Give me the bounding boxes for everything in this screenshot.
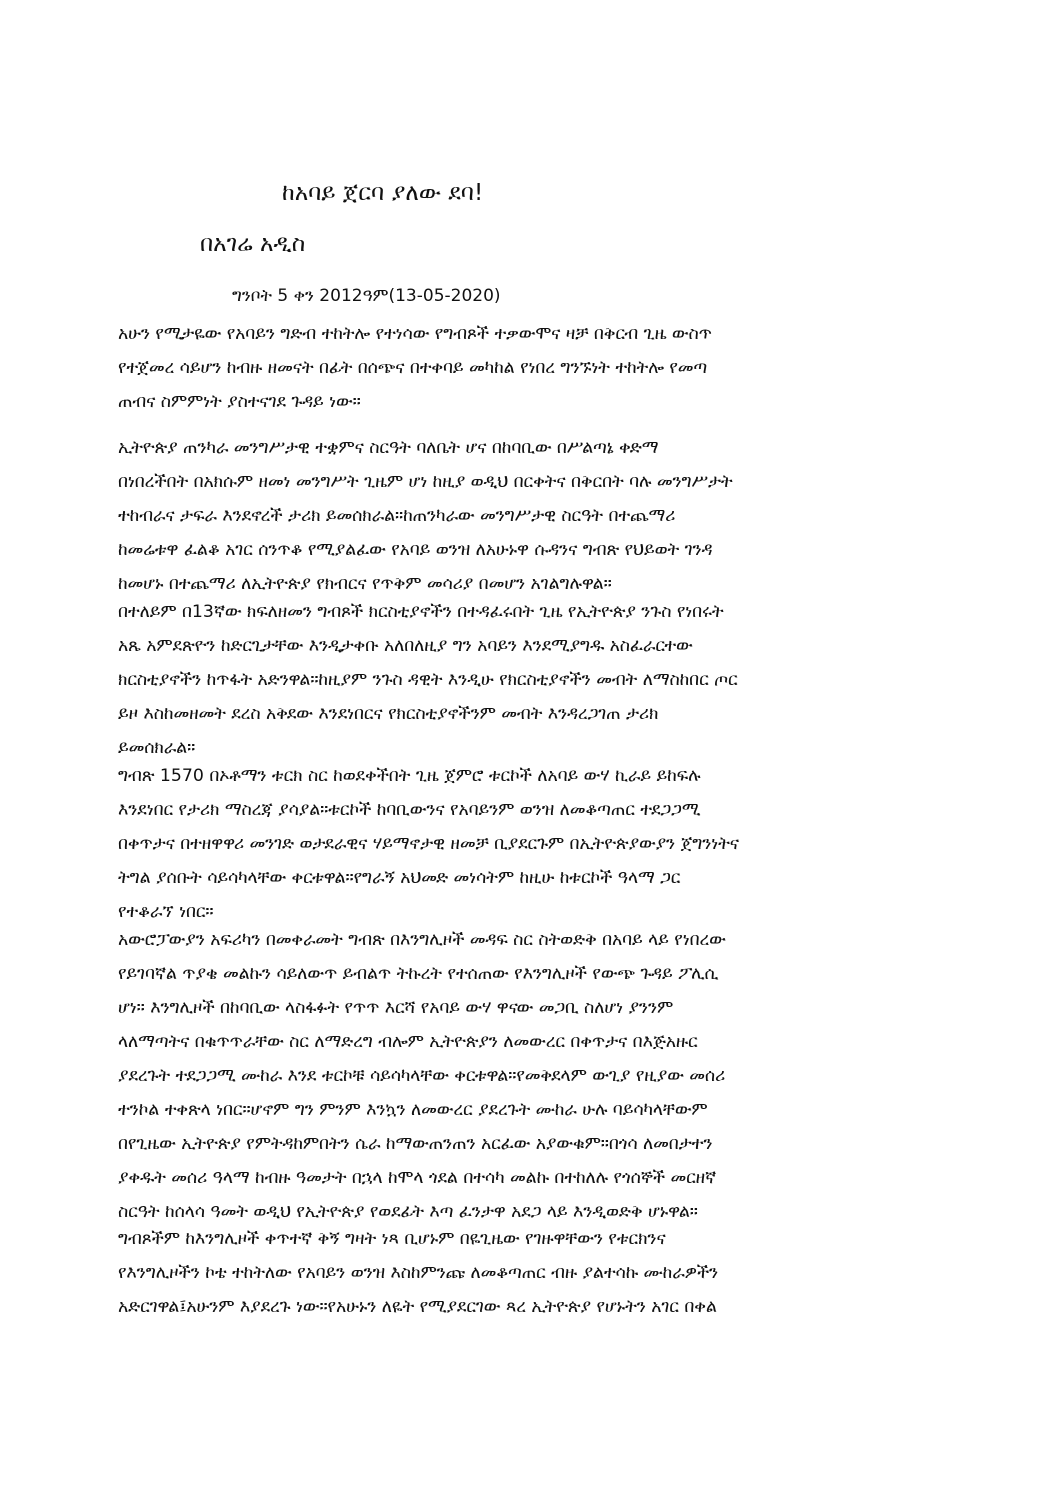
text-line: ትግል ያሰቡት ሳይሳካላቸው ቀርቱዋል።የግራኝ አህመድ መነሳትም ከዚሁ ከቱርኮች ዓላማ ጋር bbox=[118, 868, 681, 888]
text-line: ስርዓት ከሰላሳ ዓመት ወዲህ የኢትዮጵያ የወደፊት እጣ ፈንታዋ አደጋ ላይ እንዲወድቅ ሆኑዋል። bbox=[118, 1202, 698, 1222]
text-line: በተለይም በ13ኛው ክፍለዘመን ግብጾች ክርስቲያኖችን በተዳፈሩበት ጊዜ የኢትዮጵያ ንጉስ የነበሩት bbox=[118, 602, 724, 622]
text-line: ከመሬቱዋ ፈልቆ አገር ሰንጥቆ የሚያልፈው የአባይ ወንዝ ለአሁኑዋ ሱዳንና ግብጽ የህይወት ገንዳ bbox=[118, 540, 713, 560]
text-line: ጠብና ስምምነት ያስተናገደ ጉዳይ ነው። bbox=[118, 392, 361, 412]
text-line: ክርስቲያኖችን ከጥፋት አድንዋል።ከዚያም ንጉስ ዳዊት እንዲሁ የክርስቲያኖችን መብት ለማስከበር ጦር bbox=[118, 670, 738, 690]
text-line: ሆነ። እንግሊዞች በከባቢው ላስፋፉት የጥጥ እርሻ የአባይ ውሃ ዋናው መጋቢ ስለሆነ ያንንም bbox=[118, 998, 674, 1018]
text-line: አጼ አምደጽዮን ከድርጊታቸው እንዲታቀቡ አለበለዚያ ግን አባይን እንደሚያግዱ አስፈራርተው bbox=[118, 636, 693, 656]
paragraph-3 bbox=[118, 595, 958, 765]
text-line: ይመሰክራል። bbox=[118, 738, 196, 758]
paragraph-6 bbox=[118, 1222, 958, 1324]
document-title: ከአባይ ጀርባ ያለው ደባ! bbox=[282, 180, 484, 206]
text-line: ከመሆኑ በተጨማሪ ለኢትዮጵያ የክብርና የጥቅም መሳሪያ በመሆን አገልግሉዋል። bbox=[118, 574, 612, 594]
text-line: አድርገዋል፤አሁንም እያደረጉ ነው።የአሁኑን ለዬት የሚያደርገው ጻረ ኢትዮጵያ የሆኑትን አገር በቀል bbox=[118, 1297, 717, 1317]
text-line: ኢትዮጵያ ጠንካራ መንግሥታዊ ተቋምና ስርዓት ባለቤት ሆና በከባቢው በሥልጣኔ ቀድማ bbox=[118, 438, 659, 458]
date-line: ግንቦት 5 ቀን 2012ዓም(13-05-2020) bbox=[232, 286, 501, 306]
text-line: የተጀመረ ሳይሆን ከብዙ ዘመናት በፊት በሰጭና በተቀባይ መካከል የነበረ ግንኙነት ተከትሎ የመጣ bbox=[118, 358, 708, 378]
paragraph-5 bbox=[118, 923, 958, 1229]
text-line: ግብጾችም ከእንግሊዞች ቀጥተኛ ቅኝ ግዛት ነጻ ቢሆኑም በዬጊዜው የገዙዋቸውን የቱርክንና bbox=[118, 1229, 666, 1249]
text-line: ተንኮል ተቀጽላ ነበር።ሆኖም ግን ምንም እንኳን ለመውረር ያደረጉት ሙከራ ሁሉ ባይሳካላቸውም bbox=[118, 1100, 708, 1120]
text-line: የእንግሊዞችን ኮቴ ተከትለው የአባይን ወንዝ እስከምንጩ ለመቆጣጠር ብዙ ያልተሳኩ ሙከራዎችን bbox=[118, 1263, 719, 1283]
text-line: ላለማጣትና በቁጥጥራቸው ስር ለማድረግ ብሎም ኢትዮጵያን ለመውረር በቀጥታና በእጅአዙር bbox=[118, 1032, 698, 1052]
text-line: እንደነበር የታሪክ ማስረጃ ያሳያል።ቱርኮች ከባቢውንና የአባይንም ወንዝ ለመቆጣጠር ተደጋጋሚ bbox=[118, 800, 701, 820]
text-line: ይዞ እስከመዘመት ደረስ አቅደው እንደነበርና የክርስቲያኖችንም መብት እንዳረጋገጠ ታሪክ bbox=[118, 704, 659, 724]
text-line: የተቆራኘ ነበር። bbox=[118, 902, 214, 922]
text-line: ተከብራና ታፍራ እንደኖረች ታሪክ ይመሰክራል።ከጠንካራው መንግሥታዊ ስርዓት በተጨማሪ bbox=[118, 506, 676, 526]
text-line: ያቀዱት መሰሪ ዓላማ ከብዙ ዓመታት በኋላ ከሞላ ጎደል በተሳካ መልኩ በተከለሉ የጎሰኞች መርዘኛ bbox=[118, 1168, 717, 1188]
text-line: አውሮፓውያን አፍሪካን በመቀራመት ግብጽ በእንግሊዞች መዳፍ ስር ስትወድቅ በአባይ ላይ የነበረው bbox=[118, 930, 726, 950]
text-line: በቀጥታና በተዘዋዋሪ መንገድ ወታደራዊና ሃይማኖታዊ ዘመቻ ቢያደርጉም በኢትዮጵያውያን ጀግንነትና bbox=[118, 834, 739, 854]
text-line: ግብጽ 1570 በኦቶማን ቱርክ ስር ከወደቀችበት ጊዜ ጀምሮ ቱርኮች ለአባይ ውሃ ኪራይ ይከፍሉ bbox=[118, 766, 701, 786]
paragraph-4 bbox=[118, 759, 958, 929]
text-line: የይገባኛል ጥያቄ መልኩን ሳይለውጥ ይብልጥ ትኩረት የተሰጠው የእንግሊዞች የውጭ ጉዳይ ፖሊሲ bbox=[118, 964, 719, 984]
text-line: አሁን የሚታዬው የአባይን ግድብ ተከትሎ የተነሳው የግብጾች ተቃውሞና ዛቻ በቅርብ ጊዜ ውስጥ bbox=[118, 324, 712, 344]
author-line: በአገሬ አዲስ bbox=[200, 231, 306, 257]
paragraph-1 bbox=[118, 317, 958, 419]
text-line: በነበረችበት በአክሱም ዘመነ መንግሥት ጊዜም ሆነ ከዚያ ወዲህ በርቀትና በቅርበት ባሉ መንግሥታት bbox=[118, 472, 733, 492]
text-line: በየጊዜው ኢትዮጵያ የምትዳከምበትን ሴራ ከማውጠንጠን አርፈው አያውቁም።በጎሳ ለመበታተን bbox=[118, 1134, 713, 1154]
text-line: ያደረጉት ተደጋጋሚ ሙከራ እንደ ቱርኮቹ ሳይሳካላቸው ቀርቱዋል።የመቅደላም ውጊያ የዚያው መሰሪ bbox=[118, 1066, 726, 1086]
paragraph-2 bbox=[118, 431, 958, 601]
